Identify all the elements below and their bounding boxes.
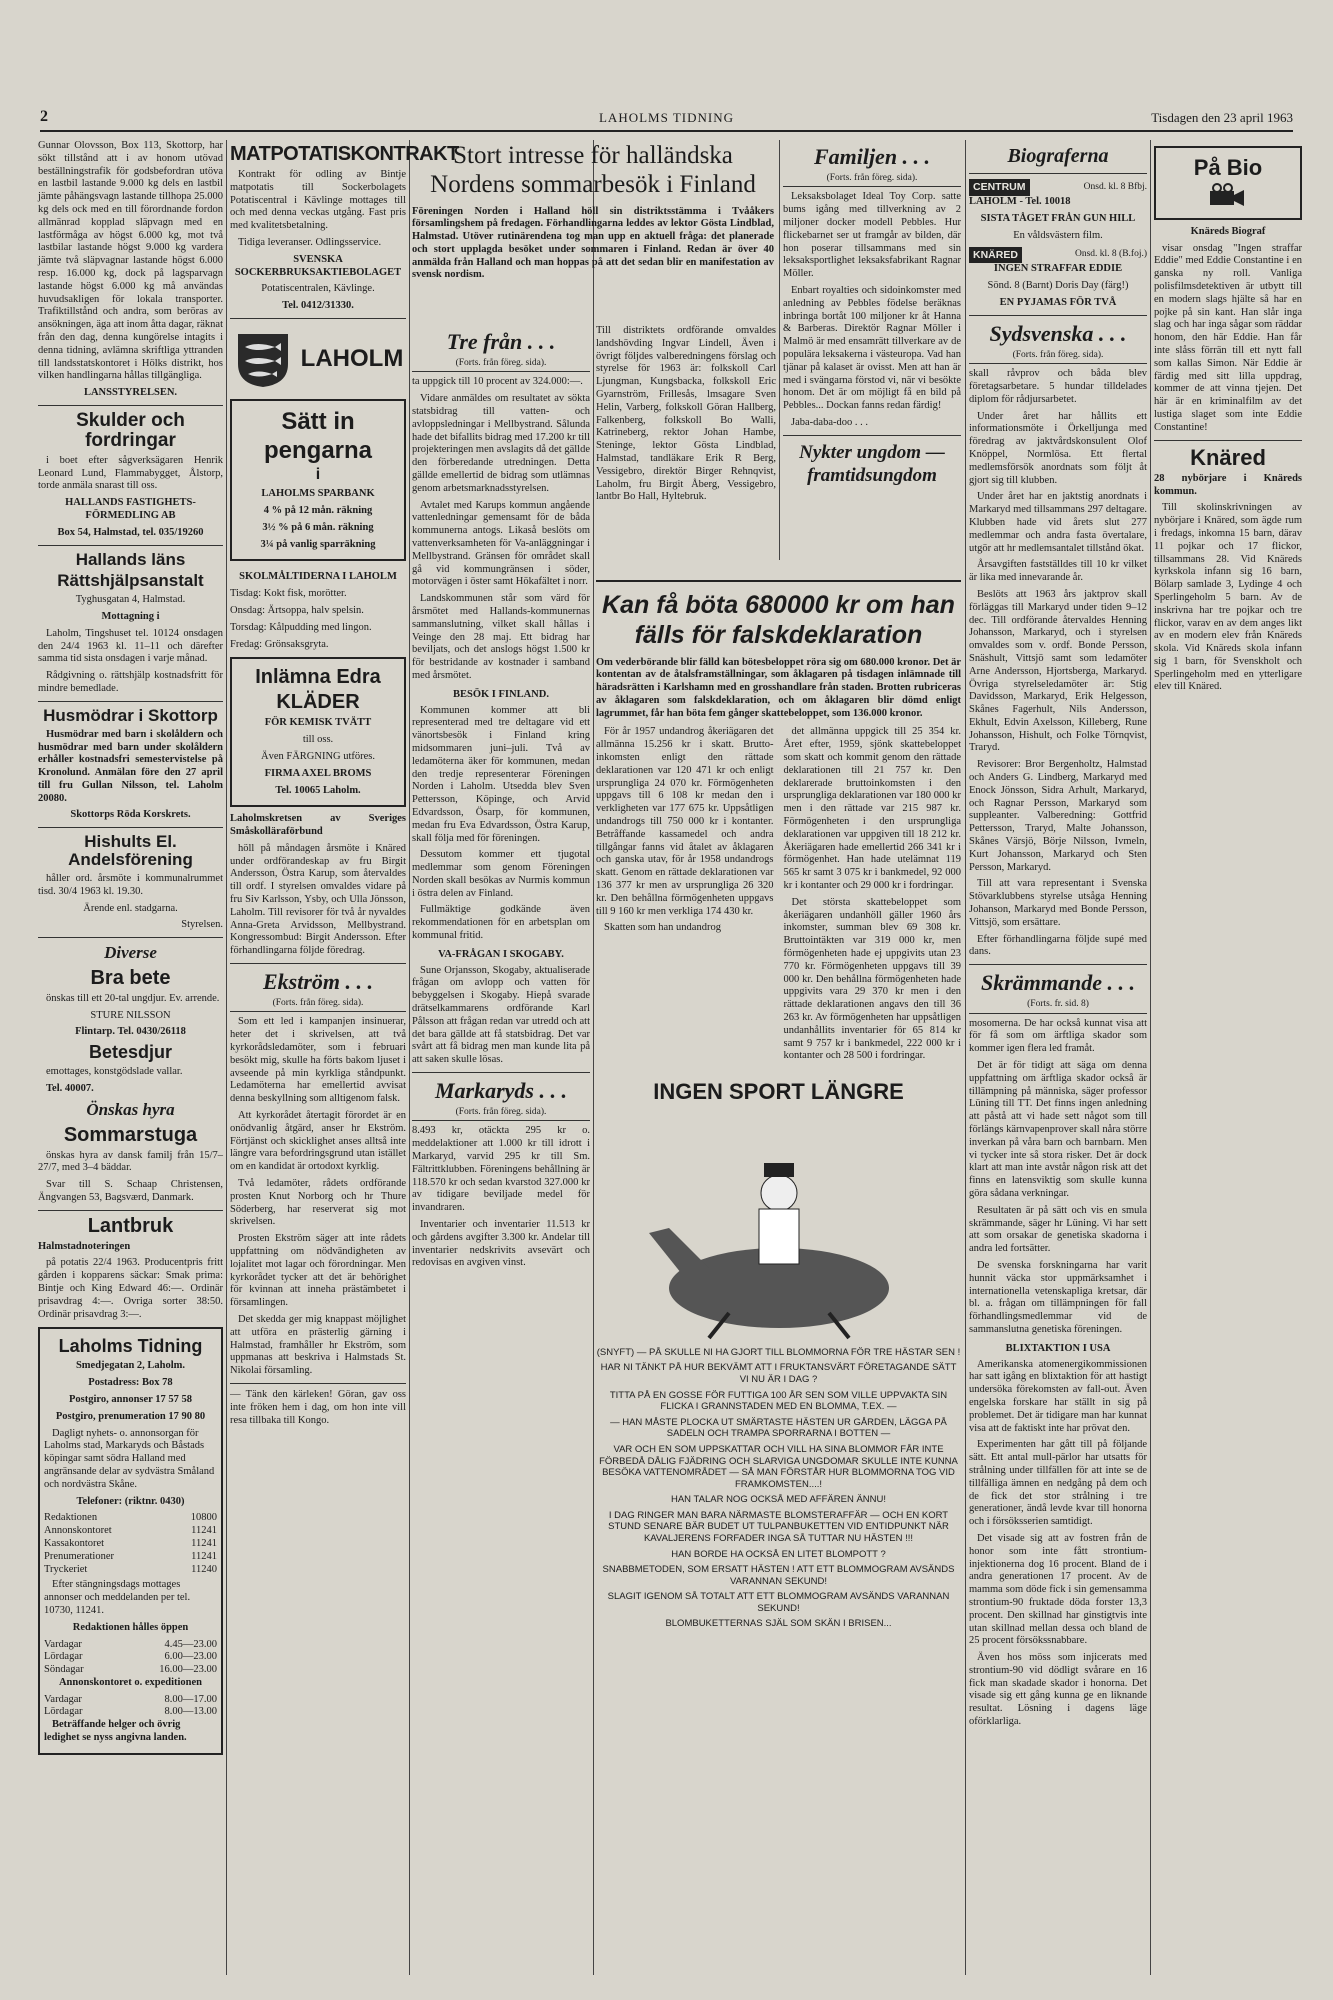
syd-text: Till att vara representant i Svenska Stövarklubbens styrelse utsåga Henning Johanson, Markaryd med Bonde Persson, Vittsjö, som ersättare. [969,878,1147,928]
ad-hish-title: Hishults El. Andelsförening [68,832,193,870]
stort-lead: Föreningen Norden i Halland höll sin distriktsstämma i Tvååkers församlingshem på fredagen. Förhandlingarna leddes av lektor Gösta Lindblad, Halmstad. Utöver rutinärendena tog man upp en aktuell fråga: det planerade och stort upplagda besöket under sommaren i Finland. Redan är över 40 anmälda från Halland och man hoppas på att det sedan blir en manifestation av svensk nordism. [412,205,774,281]
familjen-title: Familjen . . . [813,144,931,169]
familjen-text: Jaba-daba-doo . . . [791,416,868,428]
skr-text: Resultaten är på sätt och vis en smula skrämmande, säger hr Lüning. Vi har sett att som orsakar de genetiska skadorna i andra led fortsätter. [969,1204,1147,1255]
klad-sub2: till oss. [302,734,334,746]
column-7 [1154,140,1302,1975]
matpot-sign: SVENSKA SOCKERBRUKSAKTIEBOLAGET [234,253,402,278]
notice-sign: LANSSTYRELSEN. [83,387,178,399]
ad-ratt-addr: Tyghusgatan 4, Halmstad. [75,594,186,606]
syd-text: Årsavgiften fastställdes till 10 kr vilket är lika med innevarande år. [969,559,1147,584]
cartoon-title: INGEN SPORT LÄNGRE [653,1079,904,1104]
ad-ratt-text: Laholm, Tingshuset tel. 10124 onsdagen den 24/4 1963 kl. 11–11 och därefter samma tid sista onsdagen i varje månad. [38,627,223,665]
ad-hish-note: Ärende enl. stadgarna. [83,902,178,914]
skr-text: mosomerna. De har också kunnat visa att för få som om ärftliga skador som kommer igen flera led framåt. [969,1017,1147,1055]
ad-laholms-tidning [38,1327,223,1754]
diverse-title: Diverse [104,943,157,963]
skr-text: Det är för tidigt att säga om denna uppfattning om ärftliga skador också är tillämpning på människa, säger professor Lüning till TT. Det finns ingen anledning att påstå att vi hade sett något som till förlängs kärnvapenprover skall nåra större inverkan på våra barn och barnbarn. Men vi tycker inte så stora risker. Det är dock klart att man inte avstår någon risk att det finns en latensviktig som skulle kunna göra sådana verkningar. [969,1060,1147,1199]
column-5-upper [783,140,961,560]
ekstrom-forts: (Forts. från föreg. sida). [230,998,406,1013]
laholm-crest-icon [233,329,293,389]
lt-tel-row: Kassakontoret 11241 [44,1537,217,1549]
klad-sign: FIRMA AXEL BROMS [264,767,372,779]
ad-skulder-text: i boet efter sågverksägaren Henrik Leonard Lund, Flammabygget, Ålstorp, torde anmäla snarast till oss. [38,454,223,492]
knared-film2: EN PYJAMAS FÖR TVÅ [999,296,1117,308]
cartoon-bubble: (SNYFT) — PÅ SKULLE NI HA GJORT TILL BLOMMORNA FÖR TRE HÄSTAR SEN ! [596,1346,961,1358]
cartoon-caption: TITTA PÅ EN GOSSE FÖR FUTTIGA 100 ÅR SEN SOM VILLE UPPVAKTA SIN FLICKA I GRANNSTADEN MED EN BLOMMA, T.EX. — [609,1389,948,1413]
markaryd-text: 8.493 kr, otäckta 295 kr o. meddelaktioner att 1.000 kr till idrott i Markaryd, varvid 295 kr till Sm. Fältrittklubben. Föreningens behållning är 118.570 kr och sedan kvarstod 327.000 kr av tidigare beviljade medel för invandraren. [412,1125,590,1214]
klad-sub: FÖR KEMISK TVÄTT [264,717,372,729]
lt-tel-row: Tryckeriet 11240 [44,1563,217,1575]
knared-logo: KNÄRED [969,247,1022,264]
lt-tel-row: Prenumerationer 11241 [44,1550,217,1562]
skr-text: De svenska forskningarna har varit hunnit väcka stor uppmärksamhet i internationella vetenskapliga kretsar, där bl. a. frågan om tillämpningen för fall förhandlingsmedlemmar vid de sammanslutna genetiska föreningen. [969,1259,1147,1335]
tre-text: Vidare anmäldes om resultatet av sökta statsbidrag till vatten- och avloppsledningar i Mellbystrand. Sålunda hade det bifallits bidrag med 17.200 kr till projekteringen men avslagits då det gällde den förberedande utredningen. Detta gällde emellertid de bidrag som utlämnas genom arbetsmarknadsstyrelsen. [412,393,590,494]
centrum-time: Onsd. kl. 8 Bfbj. [1083,182,1147,192]
lt-title: Laholms Tidning [58,1336,203,1357]
bio-sub: Knäreds Biograf [1190,225,1266,237]
wide-title2: fälls för falskdeklaration [634,621,923,650]
ad-ratt-note: Rådgivning o. rättshjälp kostnadsfritt för mindre bemedlade. [38,670,223,695]
ad-husm-sign: Skottorps Röda Korskrets. [70,809,191,821]
matpot-text2: Tidiga leveranser. Odlingsservice. [238,236,382,248]
lant-title: Lantbruk [87,1214,174,1237]
column-2 [230,140,459,1975]
ad-sparbank [230,399,406,561]
syd-text: Efter förhandlingarna följde supé med dans. [969,933,1147,958]
finland-head: BESÖK I FINLAND. [453,688,549,700]
lt-foot: Beträffande helger och övrig ledighet se nyss angivna landen. [44,1719,187,1744]
lt-box: Postadress: Box 78 [88,1377,173,1389]
blix-text: Amerikanska atomenergikommissionen har satt igång en blixtaktion för att hastigt undersöka förekomsten av fall-out. Även engelska forskare har ställt in sig på problemet. Det är tidigare man har kunnat visa att de faktiskt inte har prövat den. [969,1358,1147,1434]
klad-tel: Tel. 10065 Laholm. [275,784,361,796]
betes-text: emottages, konstgödslade vallar. [46,1066,183,1078]
syd-text: skall råvprov och båda blev företagsarbetare. 5 hundar tilldelades diplom för rådjursarbetet. [969,368,1147,405]
nykter-title: Nykter ungdom — framtidsungdom [799,441,945,486]
ekstrom-text: Två ledamöter, rådets ordförande prosten Knut Norborg och hr Thure Söderberg, har reserverat sig mot skrivelsen. [230,1178,406,1228]
syd-text: Under året har en jaktstig anordnats i Markaryd med tillsammans 297 deltagare. Klubben hade vid årets slut 277 medlemmar och andra fasta övertalare, utgör att hr medlemsantalet tillstånd ökat. [969,491,1147,554]
bio-text: visar onsdag "Ingen straffar Eddie" med Eddie Constantine i en ganska ny roll. Vanliga polisfilmsdetektiven är utbytt till en modern slags hjälte så har en pojke på sin kant. Han slår inga slag och har inga sågar som räddar honom, den här Eddie. Han får inte slåss förrän till ett nytt fall som kallas Simon. När Eddie är färdig med sitt lilla uppdrag, kommer de att vinna tjejen. Det här är en kriminalfilm av det lustiga slaget som inte Eddie Constantine! [1154,242,1302,433]
tre-title: Tre från . . . [446,329,556,354]
ad-husm-title: Husmödrar i Skottorp [43,705,218,725]
ad-skulder-title: Skulder och fordringar [76,409,185,451]
ad-hish-text: håller ord. årsmöte i kommunalrummet tisd. 30/4 1963 kl. 19.30. [38,872,223,897]
lt-giro2: Postgiro, prenumeration 17 90 80 [55,1410,206,1422]
syd-text: Beslöts att 1963 års jaktprov skall förläggas till Markaryd under tiden 9–12 dec. Till ordförande återvaldes Henning Johansson, Markaryd, och i styrelsen omvaldes som v. ordf. Bonde Persson, Snäshult, Vittsjö samt som ledamöter Arne Andersson, Hjortsberga, Markaryd. Övriga styrelseledamöter är: Stig Davidsson, Markaryd, Erik Helgesson, Skånes Fagerhult, Nils Andersson, Ekhult, Edvin Axelsson, Killeberg, Rune Johansson, Hishult, och Folke Törnqvist, Traryd. [969,588,1147,754]
lt-red-row: Lördagar 6.00—23.00 [44,1651,217,1663]
skol-row: Onsdag: Ärtsoppa, halv spelsin. [230,604,364,616]
ekstrom-text: Som ett led i kampanjen insinuerar, heter det i skrivelsen, att två kyrkorådsledamöter, som i februari besökt mig, skulle ha förts bakom ljuset i avseende på min kyrkliga ståndpunkt. Ledamöterna har emellertid avvisat denna beskyllning som alltigenom falsk. [230,1016,406,1105]
centrum-film: SISTA TÅGET FRÅN GUN HILL [980,212,1136,224]
betes-title: Betesdjur [88,1042,173,1063]
knared-head: 28 nybörjare i Knäreds kommun. [1154,472,1302,497]
bra-title: Bra bete [90,966,171,989]
klad-title1: Inlämna Edra [255,666,381,689]
bra-phone: Flintarp. Tel. 0430/26118 [75,1026,186,1038]
tre-forts: (Forts. från föreg. sida). [412,358,590,373]
ad-klader [230,657,406,807]
lt-ann-row: Vardagar 8.00—17.00 [44,1693,217,1705]
paper-name: LAHOLMS TIDNING [598,110,734,125]
bra-text: önskas till ett 20-tal ungdjur. Ev. arrende. [46,992,220,1004]
klad-title2: KLÄDER [276,691,360,714]
lant-sub: Halmstadnoteringen [38,1240,131,1252]
finland-text: Dessutom kommer ett tjugotal medlemmar som genom Föreningen Norden skall besökas av Nurmis kommun i östra delen av Finland. [412,849,590,899]
lt-tel-head: Telefoner: (riktnr. 0430) [76,1495,185,1507]
lt-ann-row: Lördagar 8.00—13.00 [44,1706,217,1718]
familjen-text: Enbart royalties och sidoinkomster med anledning av Pebbles födelse beräknas inbringa bortåt 100 miljoner kr åt Hanna & Barberas. Direktör Ragnar Möller i Malmö är med ensamrätt tillverkare av de populära leksakerna i västeuropa. Vad han tjänar på kalaset är ovisst. Men att han är med i svängarna förstod vi, när vi besökte honom. Det är om möjligt få en bild på Pebbles... Dockan fanns redan färdig! [783,284,961,412]
lt-text: Dagligt nyhets- o. annonsorgan för Laholms stad, Markaryds och Båstads köpingar samt södra Halland med angränsande delar av sydvästra Småland och nordvästra Skåne. [44,1427,215,1490]
tre-text: ta uppgick till 10 procent av 324.000:—. [412,376,583,388]
familjen-forts: (Forts. från föreg. sida). [783,173,961,188]
stort-article-head [412,140,774,320]
lt-addr: Smedjegatan 2, Laholm. [75,1360,186,1372]
cartoon-caption: SLAGIT IGENOM SÅ TOTALT ATT ETT BLOMMOGRAM AVSÄNDS VARANNAN SEKUND! [607,1591,950,1614]
syd-forts: (Forts. från föreg. sida). [969,350,1147,365]
laholm-crest-ad [230,329,406,389]
kretsen-head: Laholmskretsen av Sveriges Småskolläraförbund [230,813,406,838]
column-6 [969,140,1147,1975]
skol-row: Torsdag: Kålpudding med lingon. [230,621,372,633]
ad-skulder-sign: HALLANDS FASTIGHETS-FÖRMEDLING AB [65,497,196,521]
knared-film: INGEN STRAFFAR EDDIE [993,263,1123,275]
ekstrom-text: Det skedda ger mig knappast möjlighet att utföra en prästerlig gärning i Halmstad, framhåller hr Ekström, som uppmanas att beskriva i Halmstads St. Nikolai församling. [230,1314,406,1377]
stort-title: Stort intresse för halländska Nordens sommarbesök i Finland [430,142,756,198]
wide-text: För år 1957 undandrog åkeriägaren det allmänna 15.256 kr i skatt. Brutto-inkomsten enligt den rättade deklarationen var 120 471 kr och enligt ursprungliga 24 070 kr. Förmögenheten uppgavs till 6 108 kr medan den i verkligheten var 177 675 kr. Uppsåtligen undandrogs till 750 000 kr i kontanter. Betråffande kassamedel och andra tillgångar fanns vid åtalet av åklagaren och ganska utav, för år 1958 undandrogs skatt. Genom en rättade deklarationen var 136 377 kr men av ursprungliga 26 320 kr. Den behållna förmögenheten uppgavs till 9 160 kr men verkliga 174 430 kr. [596,726,774,917]
syd-title: Sydsvenska . . . [989,320,1127,346]
lt-red-row: Vardagar 4.45—23.00 [44,1638,217,1650]
somm-text: önskas hyra av dansk familj från 15/7–27/7, med 3–4 bäddar. [38,1149,223,1174]
column-3 [412,325,590,1975]
lt-tel-row: Redaktionen 10800 [44,1512,217,1524]
syd-text: Revisorer: Bror Bergenholtz, Halmstad och Anders G. Lindberg, Markaryd med Enock Jönsson, Sidra Arhult, Markaryd, och Ragnar Persson, Markaryd som suppleanter. Valberedning: Gottfrid Pettersson, Traryd, Malte Johansson, Skånes Värsjö, Börje Nilsson, Ivmeln, Kurt Johansson, Markaryd och Sten Persson, Markaryd. [969,759,1147,873]
centrum-logo: CENTRUM [969,179,1030,196]
lt-red-head: Redaktionen hålles öppen [72,1621,189,1633]
bank-name: LAHOLMS SPARBANK [261,488,375,500]
knared-text: Till skolinskrivningen av nybörjare i Knäred, som ägde rum i fredags, inkomna 15 barn, därav 11 pojkar och 17 flickor, tillsammans 28. Vid Knäreds kyrkskola infann sig 16 barn, Bölarp samlade 3, Lydinge 4 och Sperlingeholm 5 barn. Av de inskrivna har tre pojkar och tre flickor, varav en av dem anges likt av en modern elev från Knäreds skola. Vid Knäreds skola infann sig 1 barn, för Svenskholt och Sperlingeholm med en ytterligare elev till Knäred. [1154,502,1302,693]
matpot-text: Kontrakt för odling av Bintje matpotatis till Sockerbolagets Potatiscentral i Kävlinge mottages till och med denna veckas utgång. Fast pris med kvalitetsbetalning. [230,169,406,232]
pa-bio-logo: På Bio [1193,155,1263,180]
notice-olovsson: Gunnar Olovsson, Box 113, Skottorp, har sökt tillstånd att i av honom utövad beställningstrafik för godsbefordran utöva en lastbil lastande 9.000 kg dels en lastbil jämte påhängsvagn lastande tillhopa 25.000 kg dels ock med en till förordnande fordon allmänrad kopplad släpvagn med en lastförmåga av högst 6.000 kg, mot två lastbilar lastande högst 9.000 kg varderа jämte två släpvagnar lastande högst 6.000 resp. 16.000 kg, dock på lagsparvagn lastande högst 6.000 kg må användas huvudsakligen för lokala transporter. Trafiktillstånd och andra, som beröras av ansökningen, äga att inom åtta dagar, räknat från den dag, denna kungörelse intagits i denna tidning, avlämna skriftliga yttranden till landsstatskontoret i Hölks distrikt, hos vilken handlingarna hållas tillgängliga. [38,140,224,382]
markaryd-title: Markaryds . . . [434,1078,567,1104]
column-rule [409,140,410,1975]
knared-title: Knäred [1190,444,1266,470]
vafragan-text: Sune Orjansson, Skogaby, aktualiserade frågan om avlopp och vatten för bebyggelsen i Skogaby. Hiepå svarade drätselkammarens ordförande Karl Pålsson att frågan redan var utredd och att det bara gällde att få statsbidrag. Det var svårt att få bidrag men man kunde lita på att saken skulle lösas. [412,964,590,1066]
ad-ratt-title2: Rättshjälpsanstalt [57,571,204,591]
wide-text: Skatten som han undandrog [604,922,721,934]
wide-title1: Kan få böta 680000 kr om han [602,591,955,619]
film-camera-icon [1208,183,1248,209]
lt-red-row: Söndagar 16.00—23.00 [44,1664,217,1676]
knared-time2: Sönd. 8 (Barnt) Doris Day (färg!) [987,280,1129,292]
wide-text: Det största skattebeloppet som åkeriägaren undanhöll gäller 1960 års inkomster, summan blev 69 308 kr. Bruttointäkten var 319 000 kr, men förmögenheten hade ej uppgivits utan 23 770 kr. Förmögenheten uppgavs till 39 000 kr. Den behållna förmögenheten hade uppgivits vara 29 370 kr men i den rättade deklarationen angavs den till 36 263 kr. Av förmögenheten har uppsåtligen undanhållits inventarier för 65 814 kr samt 9 757 kr i bankmedel, 222 000 kr i kontanter och 28 500 i fordringar. [783,896,961,1062]
blix-text: Även hos möss som injicerats med strontium-90 vid dödligt svårare en 16 fick man skadade skador i honorna. Det visade sig ett gång kunna ge en liknande resultat. Lösning i dagens läge oförklarliga. [969,1652,1147,1728]
bank-rate: 4 % på 12 mån. räkning [263,504,373,516]
ad-ratt-sub: Mottagning i [101,611,160,623]
markaryd-forts: (Forts. från föreg. sida). [412,1107,590,1122]
cartoon-caption: I DAG RINGER MAN BARA NÄRMASTE BLOMSTERAFFÄR — OCH EN KORT STUND SENARE BÄR BUDET UT TULPANBUKETTEN VID ENTIDPUNKT NÄR KAVALJERENS FORFADER INGA SÅ TUTTAR NU HÄSTEN !!! [608,1509,949,1544]
bio-title: Biograferna [1007,145,1109,167]
cartoon-bubble: HAN BORDE HA OCKSÅ EN LITET BLOMPOTT ? [671,1548,886,1560]
familjen-text: Leksaksbolaget Ideal Toy Corp. satte bums igång med tillverkning av 2 miljoner docker modell Pebbles. Hur flickebarnet ser ut framgår av bilden, där hon poserar tillsammans med sin leksaksportlighet leksaksfabrikant Ragnar Möller. [783,191,961,280]
skol-title: SKOLMÅLTIDERNA I LAHOLM [239,571,397,583]
blix-text: Det visade sig att av fostren från de honor som inte fått strontium-injektionerna dog 16 procent. Bland de i andra generationen 17 procent. Av de mamma som döde fick i sin gemensamma strontium-90 fruktade döda forster 13,3 procent. Den skillnad har ginstigtvis inte utan skillnad mellan dessa och bland de 25 procent försökssnabbare. [969,1532,1147,1647]
horse-rider-icon [609,1113,949,1343]
centrum-film2: En våldsvästern film. [1013,229,1103,241]
bank-title1: Sätt in [281,407,355,435]
vafragan-head: VA-FRÅGAN I SKOGABY. [438,948,564,960]
bank-rate: 3¼ på vanlig sparräkning [260,538,376,550]
skr-title: Skrämmande . . . [980,970,1136,996]
tre-text: Avtalet med Karups kommun angående vattenledningar gemensamt för de båda kommunerna antogs. Likaså beslöts om vattenverksamheten för Va-anläggningar i Mellbystrand. Gränsen för området skall gå vid kommungränsen i söder, motorvägen i öster samt Hökafältet i norr. [412,499,590,588]
bra-sign: STURE NILSSON [90,1009,171,1021]
column-rule [226,140,227,1975]
laholm-logo-text: LAHOLM [300,345,404,373]
centrum-tel: LAHOLM - Tel. 10018 [969,196,1071,208]
finland-text: Kommunen kommer att bli representerad med tre deltagare vid ett vänortsbesök i Finland kring midsommaren juni–juli. Två av ledamöterna äker för kommunen, medan den tredje representerar Föreningen Norden i Laholm. Utsedda blev Sven Pettersson, Köpinge, och Arvid Edvardsson, Ösarp, för kommunen, medan fru Eva Edvardsson, Östra Karup, skall följa med för föreningen. [412,704,590,844]
column-rule [593,140,594,1975]
tre-text: Landskommunen står som värd för årsmötet med Hallands-kommunernas sammanslutning, vilket skall hållas i Veinge den 28 maj. Ett bidrag har beviljats, och det anslogs högst 1.500 kr för bestridande av kostnader i samband med årsmötet. [412,593,590,681]
lt-giro: Postgiro, annonser 17 57 58 [69,1393,192,1405]
syd-text: Under året har hållits ett informationsmöte i Örkelljunga med föredrag av jaktvårdskonsulent Olof Knöppel, Normlösa. Ett flertal medlemsförsök anordnats som följt åt gjort sig till klubben. [969,410,1147,486]
lt-after: Efter stängningsdags mottages annonser och meddelanden per tel. 10730, 11241. [44,1579,191,1616]
skr-forts: (Forts. fr. sid. 8) [969,999,1147,1014]
ad-ratt-title: Hallands läns [75,549,186,569]
right-text: Till distriktets ordförande omvaldes landshövding Ingvar Lindell, Även i övrigt följdes valberedningens förslag och styrelse för 1963 är: folkskoll Carl Ljungman, Kungsbacka, folkskoll Eric Gyarnström, Frillesås, lmsagare Sven Helin, Varberg, folkskoll Göran Hallberg, Falkenberg, folkskoll Bo Walli, Katrineberg, rektor Johan Hambe, Steninge, lektor Gösta Lindblad, Halmstad, tandläkare Erik R Berg, Vessigebro, direktör Birger Rehnqvist, Laholm, fru Birgit Åberg, Vessigebro, lantbr Bo Hall, Hyltebruk. [596,325,776,503]
wide-lead: Om vederbörande blir fälld kan bötesbeloppet röra sig om 680.000 kronor. Det är kontentan av de åtalsframställningar, som åklagaren på tisdagen inlämnade till häradsrätten i Karlshamn med en grosshandlare från staden. Brotten rubriceras av åklagaren som falskdeklaration, och om åklagaren blir dömd enligt lagrummet, får han böta fem gånger skattebeloppet, som 136.000 kronor. [596,656,961,719]
bank-title2: pengarna [263,437,373,465]
matpot-sign2: Potatiscentralen, Kävlinge. [261,283,375,295]
ad-pa-bio [1154,146,1302,220]
cartoon-caption: HAR NI TÄNKT PÅ HUR BEKVÄMT ATT I FRUKTANSVÄRT FÖRETAGANDE SÄTT VI NU ÄR I DAG ? [600,1362,957,1386]
ad-hish-sign: Styrelsen. [181,919,223,931]
cartoon-caption: SNABBMETODEN, SOM ERSATT HÄSTEN ! ATT ETT BLOMMOGRAM AVSÄNDS VARANNAN SEKUND! [602,1564,955,1587]
markaryd-text: Inventarier och inventarier 11.513 kr och gårdens avgifter 3.300 kr. Andelar till inventarier nedskrivits avsevärt och redovisas en avgiven vinst. [412,1219,590,1269]
page-header [40,108,1293,132]
ad-skulder-addr: Box 54, Halmstad, tel. 035/19260 [57,526,204,538]
somm-title: Sommarstuga [63,1123,198,1146]
column-4-upper [596,325,776,580]
lt-tel-row: Annonskontoret 11241 [44,1525,217,1537]
ekstrom-title: Ekström . . . [262,969,374,995]
lant-text: på potatis 22/4 1963. Producentpris fritt gården i kopparens säckar: Smak prima: Bintje och King Edward 46:—. Ordinär prisavdrag 4:—. Ovriga sorter 38:50. Ordinär prisavdrag 3:—. [38,1257,223,1320]
somm-svar: Svar till S. Schaap Christensen, Ängvangen 53, Bagsværd, Danmark. [38,1179,223,1203]
knared-time: Onsd. kl. 8 (B.foj.) [1074,249,1147,260]
ekstrom-text: Prosten Ekström säger att inte rådets uppfattning om nödvändigheten av lojalitet mot lagar och förordningar. Men kyrkorådet tycker att det är behörighet för kvinnan att inneha prästämbetet i församlingen. [230,1233,406,1309]
matpot-tel: Tel. 0412/31330. [282,300,354,312]
blix-text: Experimenten har gått till på följande sätt. Ett antal mull-pärlor har utsatts för strålning under tillfällen för att inte se de tillfälliga ämnen en nedgång på dem och de fick det stor strålning i tre generationer, ändå levde kvar till honorna och i försöksserien samtidigt. [969,1439,1147,1528]
cartoon-bubble: HAN TALAR NOG OCKSÅ MED AFFÄREN ÄNNU! [670,1494,887,1506]
ad-husm-text: Husmödrar med barn i skolåldern och husmödrar med barn under skolåldern erhåller kostnadsfri semestervistelse på Kronolund. Anmälan före den 27 april till fru Gullan Nilsson, tel. Laholm 20080. [38,728,223,804]
joke-text: — Tänk den kärleken! Göran, gav oss inte fröken hem i dag, om hon inte vill resa tillbaka till Kongo. [230,1388,406,1426]
cartoon-footer: BLOMBUKETTERNAS SJÄL SOM SKÄN I BRISEN... [665,1618,892,1630]
cartoon-caption: — HAN MÅSTE PLOCKA UT SMÄRTASTE HÄSTEN UR GÅRDEN, LÄGGA PÅ SADELN OCH TRAMPA SPORRARNA I BOTTEN — [610,1416,947,1440]
skol-row: Tisdag: Kokt fisk, morötter. [230,588,347,600]
wide-text: det allmänna uppgick till 25 354 kr. Året efter, 1959, sjönk skattebeloppet som skatt och kommit genom den rättade deklarationen till 21 757 kr. Den deklarerade bruttoinkomsten i den ursprungliga deklarationen var 180 000 kr men i den rättade var 215 987 kr. Förmögenheten i den ursprungliga deklarationen var uppgiven till 18 212 kr. Åkeriägaren hade emellertid 266 341 kr i förmögenhet. Han hade utelämnat 119 565 kr samt 3 075 kr i bankmedel, 92 000 kr i kontanter och 29 000 kr i fordringar. [783,726,961,892]
lt-ann-head: Annonskontoret o. expeditionen [58,1676,203,1688]
klad-text: Även FÄRGNING utföres. [260,750,376,762]
cartoon [596,1070,961,1975]
column-1 [38,140,223,1975]
finland-text: Fullmäktige godkände även rekommendationen för en arbetsplan om kommunal fritid. [412,904,590,942]
skol-row: Fredag: Grönsaksgryta. [230,638,329,650]
bank-rate: 3½ % på 6 mån. räkning [262,521,374,533]
betes-phone: Tel. 40007. [46,1082,94,1094]
blix-head: BLIXTAKTION I USA [1005,1342,1111,1354]
bank-title3: i [315,466,321,484]
issue-date: Tisdagen den 23 april 1963 [1151,110,1293,125]
hyra-title: Önskas hyra [86,1099,175,1119]
kretsen-text: höll på måndagen årsmöte i Knäred under ordförandeskap av fru Birgit Andersson, Östra Karup, som återvaldes till ordf. I styrelsen omvaldes vidare på fru Siv Karlsson, Ysby, och Ulla Jönsson, Laholm. Till revisorer för två år nyvaldes Anna-Greta Arvidsson, Mellbystrand. Kongressombud: Birgit Andersson. Efter förhandlingarna följde föredrag. [230,842,406,957]
column-rule [779,140,780,560]
column-rule [965,140,966,1975]
matpot-title: MATPOTATISKONTRAKT [230,143,459,165]
cartoon-caption: VAR OCH EN SOM UPPSKATTAR OCH VILL HA SINA BLOMMOR FÅR INTE FÖRBEDÅ DÅLIG FJÄDRING OCH SLARVIGA UNGDOMAR SKULLE INTE KUNNA BESÖKA VATTENOMRÅDET — SÅ MAN FÖRSTÅR HUR BLOMMORNA TOG VID FRAMKOMSTEN....! [599,1443,958,1490]
ekstrom-text: Att kyrkorådet återtagit förordet är en onödvanlig åtgärd, anser hr Ekström. Förtjänst och skicklighet anses alltså inte längre vara befordringsgrund utan istället om en kandidat är ortodoxt kyrklig. [230,1110,406,1173]
column-rule [1150,140,1151,1975]
page-number: 2 [40,108,48,125]
